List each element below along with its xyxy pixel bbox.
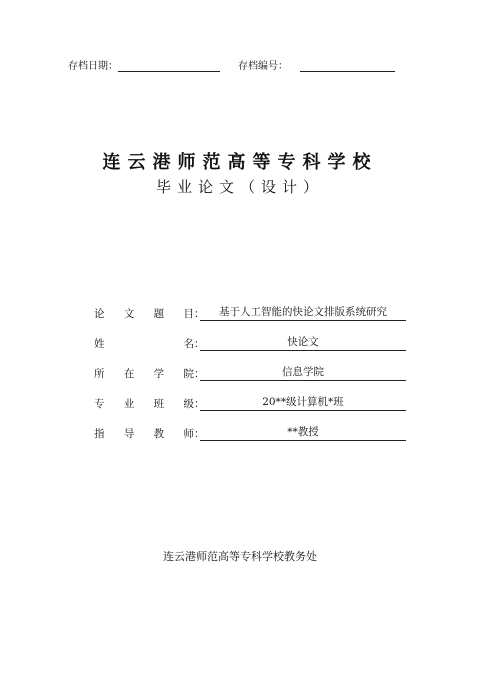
document-type: 毕业论文（设计） xyxy=(155,178,324,196)
archive-number-field xyxy=(238,57,395,72)
archive-number-label: 存档编号： xyxy=(238,61,288,72)
info-value-title: 基于人工智能的快论文排版系统研究 xyxy=(200,304,406,321)
info-row-name xyxy=(94,336,424,351)
info-colon: ： xyxy=(194,338,205,350)
info-label-name: 姓 名 xyxy=(94,338,194,350)
issuer-footer: 连云港师范高等专科学校教务处 xyxy=(163,550,317,563)
info-row-advisor xyxy=(94,426,424,441)
school-name: 连云港师范高等专科学校 xyxy=(102,152,378,173)
info-value-college: 信息学院 xyxy=(200,364,406,381)
info-colon: ： xyxy=(194,398,205,410)
thesis-info-table xyxy=(94,306,424,456)
info-label-advisor: 指 导 教 师 xyxy=(94,428,194,440)
info-value-name: 快论文 xyxy=(200,334,406,351)
info-colon: ： xyxy=(194,368,205,380)
info-label-college: 所 在 学 院 xyxy=(94,368,194,380)
info-colon: ： xyxy=(194,308,205,320)
info-value-advisor: **教授 xyxy=(200,424,406,441)
info-label-class: 专 业 班 级 xyxy=(94,398,194,410)
info-row-class xyxy=(94,396,424,411)
info-value-class: 20**级计算机*班 xyxy=(200,394,406,411)
archive-date-field xyxy=(68,57,220,72)
archive-date-line xyxy=(118,59,220,72)
info-colon: ： xyxy=(194,428,205,440)
info-label-title: 论 文 题 目 xyxy=(94,308,194,320)
archive-date-label: 存档日期： xyxy=(68,61,118,72)
info-row-title xyxy=(94,306,424,321)
info-row-college xyxy=(94,366,424,381)
archive-number-line xyxy=(300,59,395,72)
